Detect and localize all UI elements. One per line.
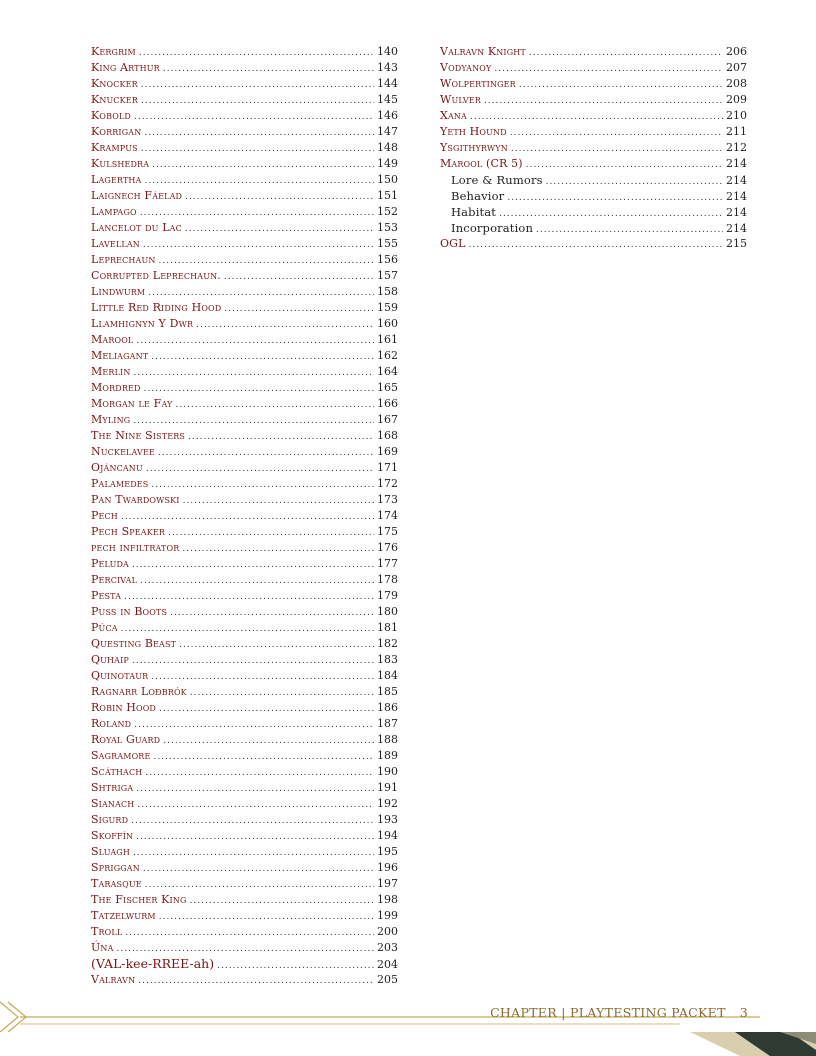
toc-entry-page: 194 [377,829,398,842]
toc-entry-sigurd[interactable] [91,812,398,828]
toc-entry-questing-beast[interactable] [91,636,398,652]
toc-entry-pesta[interactable] [91,588,398,604]
toc-entry-title: Sluagh [91,845,130,858]
toc-entry-page: 158 [377,285,398,298]
dot-leader [139,45,374,61]
dot-leader [117,941,375,957]
toc-entry-title: Ysgithyrwyn [440,141,508,154]
dot-leader [132,653,374,669]
toc-entry-lavellan[interactable] [91,236,398,252]
dot-leader [159,909,374,925]
toc-entry-title: Úna [91,941,114,954]
toc-entry-title: pech infiltrator [91,541,180,554]
toc-entry-title: Llamhignyn Y Dwr [91,317,194,330]
toc-entry-title: Knucker [91,93,138,106]
toc-entry-page: 203 [377,941,398,954]
toc-entry-title: Lavellan [91,237,140,250]
dot-leader [159,253,374,269]
dot-leader [182,541,374,557]
toc-entry-llamhignyn-y-dwr[interactable] [91,316,398,332]
dot-leader [132,557,374,573]
dot-leader [144,381,374,397]
toc-entry-title: Xana [440,109,467,122]
toc-entry-page: 185 [377,685,398,698]
dot-leader [196,317,374,333]
toc-entry-title: Troll [91,925,123,938]
toc-entry-title: Sigurd [91,813,129,826]
toc-entry-title: Lore & Rumors [451,173,543,187]
toc-entry-title: Kobold [91,109,131,122]
toc-entry-pech[interactable] [91,508,398,524]
toc-entry-title: Valravn Knight [440,45,526,58]
dot-leader [179,637,374,653]
toc-entry-page: 176 [377,541,398,554]
toc-entry-knocker[interactable] [91,76,398,92]
toc-entry-title: Royal Guard [91,733,161,746]
toc-entry-title: Púca [91,621,118,634]
toc-entry-lampago[interactable] [91,204,398,220]
toc-entry-title: Pan Twardowski [91,493,180,506]
dot-leader [134,109,374,125]
dot-leader [224,269,374,285]
toc-entry-lancelot-du-lac[interactable] [91,220,398,236]
dot-leader [519,77,723,93]
toc-entry-morgan-le-fay[interactable] [91,396,398,412]
toc-entry-sianach[interactable] [91,796,398,812]
toc-entry-title: Wulver [440,93,481,106]
toc-entry-quinotaur[interactable] [91,668,398,684]
toc-entry-troll[interactable] [91,924,398,940]
toc-entry-page: 182 [377,637,398,650]
toc-entry-page: 209 [726,93,747,106]
toc-entry-val-kee-rree-ah[interactable] [91,956,398,972]
toc-entry-title: Merlin [91,365,131,378]
toc-entry-title: Vodyanoy [440,61,492,74]
toc-entry-title: Tatzelwurm [91,909,156,922]
dot-leader [124,589,374,605]
toc-entry-title: Roland [91,717,132,730]
toc-entry-page: 212 [726,141,747,154]
toc-entry-title: Puss in Boots [91,605,168,618]
toc-entry-lagertha[interactable] [91,172,398,188]
dot-leader [224,301,374,317]
toc-entry-page: 214 [726,206,747,219]
toc-entry-yeth-hound[interactable] [440,124,747,140]
toc-entry-title: King Arthur [91,61,160,74]
toc-entry-page: 147 [377,125,398,138]
toc-entry-page: 144 [377,77,398,90]
toc-entry-title: Tarasque [91,877,142,890]
toc-entry-myling[interactable] [91,412,398,428]
toc-entry-title: Sagramore [91,749,151,762]
dot-leader [159,701,374,717]
toc-entry-page: 169 [377,445,398,458]
toc-entry-title: The Nine Sisters [91,429,186,442]
dot-leader [168,525,374,541]
toc-entry-page: 171 [377,461,398,474]
toc-entry-laignech-faelad[interactable] [91,188,398,204]
toc-entry-title: Little Red Riding Hood [91,301,222,314]
toc-entry-title: OGL [440,237,466,250]
toc-entry-page: 214 [726,174,747,187]
dot-leader [145,877,374,893]
toc-entry-page: 186 [377,701,398,714]
toc-entry-page: 206 [726,45,747,58]
toc-entry-page: 180 [377,605,398,618]
toc-entry-page: 150 [377,173,398,186]
toc-entry-page: 177 [377,557,398,570]
toc-entry-incorporation[interactable] [440,220,747,236]
toc-entry-page: 195 [377,845,398,858]
toc-right-column [440,44,747,252]
toc-entry-the-nine-sisters[interactable] [91,428,398,444]
toc-entry-title: The Fischer King [91,893,187,906]
dot-leader [141,77,374,93]
toc-entry-sagramore[interactable] [91,748,398,764]
dot-leader [136,333,374,349]
dot-leader [188,429,374,445]
dot-leader [469,237,723,253]
toc-entry-page: 191 [377,781,398,794]
toc-entry-page: 179 [377,589,398,602]
toc-entry-title: Kulshedra [91,157,150,170]
toc-entry-page: 164 [377,365,398,378]
toc-entry-title: Marool [91,333,134,346]
toc-entry-title: Skoffín [91,829,134,842]
dot-leader [141,141,374,157]
toc-entry-title: Laignech Fáelad [91,189,183,202]
dot-leader [511,141,723,157]
toc-entry-page: 160 [377,317,398,330]
toc-entry-shtriga[interactable] [91,780,398,796]
toc-entry-page: 167 [377,413,398,426]
toc-entry-palamedes[interactable] [91,476,398,492]
toc-entry-roland[interactable] [91,716,398,732]
toc-entry-title: Questing Beast [91,637,177,650]
dot-leader [507,190,723,206]
toc-entry-page: 152 [377,205,398,218]
toc-entry-title: Leprechaun [91,253,156,266]
toc-entry-page: 215 [726,237,747,250]
toc-entry-ojancanu[interactable] [91,460,398,476]
dot-leader [134,717,374,733]
toc-entry-tarasque[interactable] [91,876,398,892]
toc-entry-page: 196 [377,861,398,874]
dot-leader [136,781,374,797]
toc-entry-title: Morgan le Fay [91,397,173,410]
toc-left-column [91,44,398,988]
toc-entry-title: Myling [91,413,131,426]
toc-entry-page: 168 [377,429,398,442]
dot-leader [136,829,374,845]
toc-entry-page: 214 [726,157,747,170]
toc-entry-page: 178 [377,573,398,586]
toc-entry-page: 193 [377,813,398,826]
dot-leader [494,61,723,77]
dot-leader [151,477,374,493]
toc-entry-title: Scáthach [91,765,143,778]
dot-leader [185,221,374,237]
toc-entry-marool[interactable] [91,332,398,348]
toc-entry-kulshedra[interactable] [91,156,398,172]
toc-entry-spriggan[interactable] [91,860,398,876]
toc-entry-title: Meliagant [91,349,149,362]
toc-entry-corrupted-leprechaun[interactable] [91,268,398,284]
toc-entry-little-red-riding-hood[interactable] [91,300,398,316]
toc-entry-tatzelwurm[interactable] [91,908,398,924]
dot-leader [138,973,374,989]
dot-leader [529,45,723,61]
toc-entry-title: Lancelot du Lac [91,221,182,234]
toc-entry-merlin[interactable] [91,364,398,380]
toc-entry-page: 149 [377,157,398,170]
toc-entry-title: Yeth Hound [440,125,507,138]
toc-entry-page: 145 [377,93,398,106]
toc-entry-peluda[interactable] [91,556,398,572]
toc-entry-page: 205 [377,973,398,986]
dot-leader [163,733,374,749]
toc-entry-title: Marool (CR 5) [440,157,523,170]
toc-entry-page: 184 [377,669,398,682]
toc-entry-page: 189 [377,749,398,762]
toc-entry-page: 157 [377,269,398,282]
toc-entry-title: Lampago [91,205,137,218]
toc-entry-title: Mordred [91,381,141,394]
toc-entry-kobold[interactable] [91,108,398,124]
dot-leader [158,445,374,461]
toc-entry-pan-twardowski[interactable] [91,492,398,508]
toc-entry-title: Shtriga [91,781,134,794]
toc-entry-page: 181 [377,621,398,634]
toc-entry-page: 183 [377,653,398,666]
dot-leader [144,125,374,141]
toc-entry-kergrim[interactable] [91,44,398,60]
toc-entry-vodyanoy[interactable] [440,60,747,76]
toc-entry-title: Krampus [91,141,138,154]
dot-leader [151,669,374,685]
toc-entry-page: 173 [377,493,398,506]
dot-leader [145,765,374,781]
toc-entry-meliagant[interactable] [91,348,398,364]
page-number: 3 [739,1005,748,1020]
toc-entry-leprechaun[interactable] [91,252,398,268]
toc-entry-title: Kergrim [91,45,136,58]
toc-entry-pech-speaker[interactable] [91,524,398,540]
dot-leader [175,397,374,413]
toc-entry-title: Percival [91,573,138,586]
toc-entry-title: Robin Hood [91,701,157,714]
dot-leader [148,285,374,301]
toc-entry-title: Corrupted Leprechaun. [91,269,221,282]
toc-entry-page: 192 [377,797,398,810]
toc-entry-page: 148 [377,141,398,154]
toc-entry-title: Sianach [91,797,135,810]
toc-entry-page: 208 [726,77,747,90]
dot-leader [536,222,723,238]
toc-entry-title: Palamedes [91,477,149,490]
toc-entry-title: Spriggan [91,861,140,874]
toc-entry-title: Nuckelavee [91,445,155,458]
toc-entry-page: 204 [377,958,398,971]
toc-entry-page: 151 [377,189,398,202]
toc-entry-title: Quhaip [91,653,129,666]
toc-entry-page: 187 [377,717,398,730]
toc-entry-the-fischer-king[interactable] [91,892,398,908]
toc-entry-puca[interactable] [91,620,398,636]
toc-entry-quhaip[interactable] [91,652,398,668]
dot-leader [140,573,374,589]
toc-entry-page: 175 [377,525,398,538]
dot-leader [185,189,374,205]
dot-leader [145,173,375,189]
toc-entry-xana[interactable] [440,108,747,124]
toc-entry-page: 198 [377,893,398,906]
dot-leader [133,845,374,861]
toc-entry-ogl[interactable] [440,236,747,252]
toc-entry-title: Lagertha [91,173,142,186]
toc-entry-page: 210 [726,109,747,122]
toc-entry-page: 188 [377,733,398,746]
toc-entry-puss-in-boots[interactable] [91,604,398,620]
footer-label: CHAPTER | PLAYTESTING PACKET [490,1005,726,1020]
toc-entry-habitat[interactable] [440,204,747,220]
toc-entry-wulver[interactable] [440,92,747,108]
toc-entry-page: 162 [377,349,398,362]
toc-entry-page: 190 [377,765,398,778]
toc-entry-title: Wolpertinger [440,77,516,90]
toc-entry-page: 174 [377,509,398,522]
footer-decoration [0,992,816,1056]
toc-entry-page: 211 [726,125,747,138]
dot-leader [183,493,374,509]
dot-leader [526,157,723,173]
dot-leader [143,237,374,253]
toc-entry-valravn[interactable] [91,972,398,988]
toc-entry-title: Knocker [91,77,138,90]
toc-entry-title: Korrigan [91,125,142,138]
toc-entry-knucker[interactable] [91,92,398,108]
toc-entry-percival[interactable] [91,572,398,588]
toc-entry-title: Valravn [91,973,136,986]
toc-entry-title: Behavior [451,189,505,203]
toc-entry-king-arthur[interactable] [91,60,398,76]
toc-entry-title: Lindwurm [91,285,146,298]
toc-entry-lindwurm[interactable] [91,284,398,300]
dot-leader [190,893,374,909]
toc-entry-page: 156 [377,253,398,266]
toc-entry-page: 172 [377,477,398,490]
toc-entry-title: Peluda [91,557,129,570]
dot-leader [137,797,374,813]
toc-entry-wolpertinger[interactable] [440,76,747,92]
dot-leader [133,413,374,429]
toc-entry-title: Pesta [91,589,122,602]
toc-entry-korrigan[interactable] [91,124,398,140]
toc-entry-title: Ragnarr Loðbrók [91,685,187,698]
toc-entry-page: 207 [726,61,747,74]
dot-leader [217,958,374,974]
dot-leader [153,749,374,765]
toc-entry-page: 165 [377,381,398,394]
toc-entry-title: Pech [91,509,118,522]
toc-entry-ysgithyrwyn[interactable] [440,140,747,156]
toc-entry-royal-guard[interactable] [91,732,398,748]
toc-entry-page: 146 [377,109,398,122]
toc-entry-page: 197 [377,877,398,890]
toc-entry-page: 159 [377,301,398,314]
toc-entry-title: (VAL-kee-RREE-ah) [91,956,215,971]
toc-entry-page: 200 [377,925,398,938]
dot-leader [134,365,375,381]
toc-entry-page: 143 [377,61,398,74]
toc-entry-pech-infiltrator[interactable] [91,540,398,556]
toc-entry-una[interactable] [91,940,398,956]
toc-entry-valravn-knight[interactable] [440,44,747,60]
dot-leader [151,349,374,365]
toc-entry-title: Habitat [451,205,497,219]
dot-leader [152,157,374,173]
toc-entry-page: 214 [726,190,747,203]
toc-entry-title: Pech Speaker [91,525,166,538]
dot-leader [141,93,374,109]
dot-leader [121,509,374,525]
toc-entry-title: Quinotaur [91,669,149,682]
dot-leader [484,93,723,109]
toc-entry-robin-hood[interactable] [91,700,398,716]
dot-leader [131,813,374,829]
toc-entry-marool-cr-5[interactable] [440,156,747,172]
footer-running-head [490,1005,748,1020]
dot-leader [170,605,374,621]
dot-leader [143,861,374,877]
toc-entry-lore-rumors[interactable] [440,172,747,188]
dot-leader [146,461,374,477]
toc-entry-page: 153 [377,221,398,234]
toc-entry-title: Incorporation [451,221,534,235]
toc-entry-mordred[interactable] [91,380,398,396]
dot-leader [190,685,374,701]
toc-entry-page: 155 [377,237,398,250]
toc-entry-sluagh[interactable] [91,844,398,860]
toc-entry-page: 161 [377,333,398,346]
toc-entry-page: 199 [377,909,398,922]
dot-leader [163,61,374,77]
dot-leader [121,621,374,637]
toc-entry-behavior[interactable] [440,188,747,204]
toc-entry-ragnarr-lo-brok[interactable] [91,684,398,700]
toc-entry-page: 166 [377,397,398,410]
toc-entry-page: 140 [377,45,398,58]
toc-entry-title: Ojáncanu [91,461,143,474]
dot-leader [140,205,374,221]
toc-entry-krampus[interactable] [91,140,398,156]
toc-entry-scathach[interactable] [91,764,398,780]
dot-leader [546,174,723,190]
toc-entry-nuckelavee[interactable] [91,444,398,460]
toc-entry-skoffin[interactable] [91,828,398,844]
toc-entry-page: 214 [726,222,747,235]
dot-leader [470,109,723,125]
dot-leader [510,125,723,141]
dot-leader [125,925,374,941]
